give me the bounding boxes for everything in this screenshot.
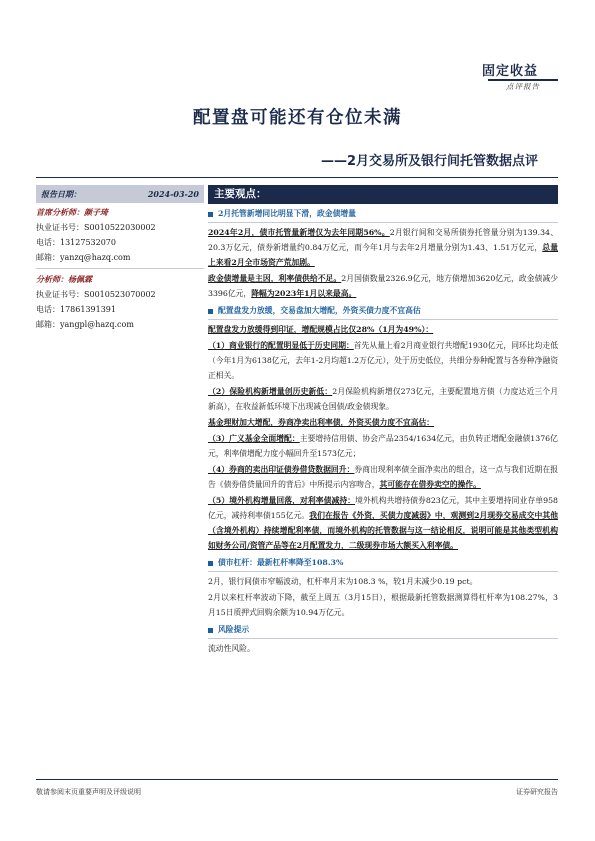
analyst-email[interactable]: 邮箱：yanzq@hazq.com: [36, 253, 131, 262]
emphasis: 我们在报告《外资，买债力度减弱》中，观测到2月现券交易成交中其他（含境外机构）持续增配利率债，而境外机构的托管数据与这一结论相反，说明可能是其他类型机构如财务公司/资管产品等在2月配置发力，二级现券市场大额买入利率债。: [208, 511, 558, 550]
square-bullet-icon: [208, 561, 213, 566]
paragraph: [208, 271, 558, 301]
section-bullet: [208, 206, 558, 221]
emphasis: 其可能存在借券卖空的操作。: [379, 480, 481, 489]
section-bullet: [208, 303, 558, 318]
paragraph: 2月，银行间债市窄幅波动，杠杆率月末为108.3 %，较1月末减少0.19 pct。: [208, 577, 478, 586]
report-doc-type: 点评报告: [506, 82, 540, 91]
text: 券商出现利率债全面净卖出的组合，这一点与我们近期在报告《债券借贷量回升的背后》中所提示内容吻合，: [208, 465, 558, 489]
paragraph: [208, 462, 558, 492]
square-bullet-icon: [208, 212, 213, 217]
footer-divider: [36, 779, 558, 780]
bullet-divider: [208, 319, 558, 320]
paragraph: [208, 415, 558, 430]
text: 2月国债数量2326.9亿元，地方债增加3620亿元，政金债减少3396亿元，: [208, 274, 559, 298]
report-title: 配置盘可能还有仓位未满: [193, 108, 402, 128]
square-bullet-icon: [208, 309, 213, 314]
report-category: 固定收益: [481, 64, 538, 79]
emphasis: （1）商业银行的配置明显低于历史同期：: [208, 341, 354, 350]
analyst-phone: 电话：17861391391: [36, 305, 116, 314]
emphasis: （3）广义基金全面增配：: [208, 434, 300, 443]
emphasis: 2024年2月，债市托管量新增仅为去年同期56%。: [208, 228, 390, 237]
paragraph: [208, 384, 558, 414]
report-date-value: 2024-03-20: [147, 188, 199, 199]
report-date-label: 报告日期：: [41, 188, 81, 199]
analyst-heading: 首席分析师：颜子琦: [36, 207, 108, 217]
text: 主要增持信用债、协会产品2354/1634亿元，由负转正增配金融债1376亿元，利率债增配力度小幅回升至1573亿元；: [208, 434, 558, 458]
paragraph: [208, 431, 558, 461]
paragraph: [208, 493, 558, 553]
paragraph: [208, 322, 558, 337]
paragraph: 流动性风险。: [208, 644, 255, 653]
footer-label: 证券研究报告: [516, 788, 558, 796]
title-divider: [36, 177, 558, 178]
footer-disclaimer: 敬请参阅末页重要声明及评级说明: [36, 788, 141, 796]
emphasis: 政金债增量是主因，利率债供给不足。: [208, 274, 342, 283]
section-bullet: [208, 555, 558, 570]
bullet-divider: [208, 222, 558, 223]
paragraph: [208, 338, 558, 383]
text: 首先从量上看2月商业银行共增配1930亿元，同环比均走低（今年1月为6138亿元，去年1-2月均超1.2万亿元），处于历史低位，共细分券种配置与各券种净融资正相关。: [208, 341, 558, 380]
main-content: [208, 185, 558, 657]
report-date-bar: [36, 185, 204, 203]
analyst-email[interactable]: 邮箱：yangpl@hazq.com: [36, 320, 134, 329]
analyst-phone: 电话：13127532070: [36, 238, 116, 247]
main-views-header: 主要观点：: [208, 185, 558, 204]
bullet-divider: [208, 571, 558, 572]
bullet-divider: [208, 638, 558, 639]
text: 2月银行间和交易所债券托管量分别为139.34、20.3万亿元，债券新增量约0.84万亿元，而今年1月与去年2月增量分别为1.43、1.51万亿元，: [208, 228, 558, 252]
section-bullet-label: 配置盘发力放缓，交易盘加大增配，外资买债力度不宜高估: [218, 306, 421, 315]
emphasis: （2）保险机构新增量创历史新低：: [208, 387, 333, 396]
analyst-heading: 分析师：杨佩霖: [36, 274, 92, 284]
emphasis: 降幅为2023年1月以来最高。: [251, 289, 357, 298]
emphasis: （5）境外机构增量回落，对利率债减持：: [208, 496, 356, 505]
section-bullet-label: 2月托管新增同比明显下滑，政金债增量: [218, 209, 356, 218]
analyst-sidebar: [36, 185, 204, 332]
sidebar-divider: [36, 268, 204, 269]
analyst-block: [36, 205, 204, 265]
emphasis: 配置盘发力放缓得到印证，增配规模占比仅28%（1月为49%）：: [208, 325, 434, 334]
paragraph: 2月以来杠杆率波动下降，截至上周五（3月15日），根据最新托管数据测算得杠杆率为108.27%，3月15日质押式回购余额为10.94万亿元。: [208, 593, 558, 617]
report-subtitle: ——2月交易所及银行间托管数据点评: [320, 154, 538, 169]
text: 2月保险机构新增仅273亿元，主要配置地方债（力度达近三个月新高），在收益新低环境下出现减仓国债/政金债现象。: [208, 387, 558, 411]
paragraph: [208, 225, 558, 270]
text: 境外机构共增持债券823亿元，其中主要增持同业存单958亿元，减持利率债155亿元。: [208, 496, 558, 520]
analyst-block: [36, 272, 204, 332]
section-bullet-label: 债市杠杆：最新杠杆率降至108.3%: [218, 558, 344, 567]
analyst-license: 执业证书号：S0010523070002: [36, 290, 156, 299]
emphasis: （4）券商的卖出印证债券借贷数据回升：: [208, 465, 355, 474]
square-bullet-icon: [208, 628, 213, 633]
section-bullet: [208, 622, 558, 637]
emphasis: 总量上来看2月全市场资产荒加剧。: [208, 243, 559, 267]
section-bullet-label: 风险提示: [218, 625, 250, 634]
emphasis: 基金理财加大增配，券商净卖出利率债，外资买债力度不宜高估：: [208, 418, 435, 427]
analyst-license: 执业证书号：S0010522030002: [36, 223, 156, 232]
